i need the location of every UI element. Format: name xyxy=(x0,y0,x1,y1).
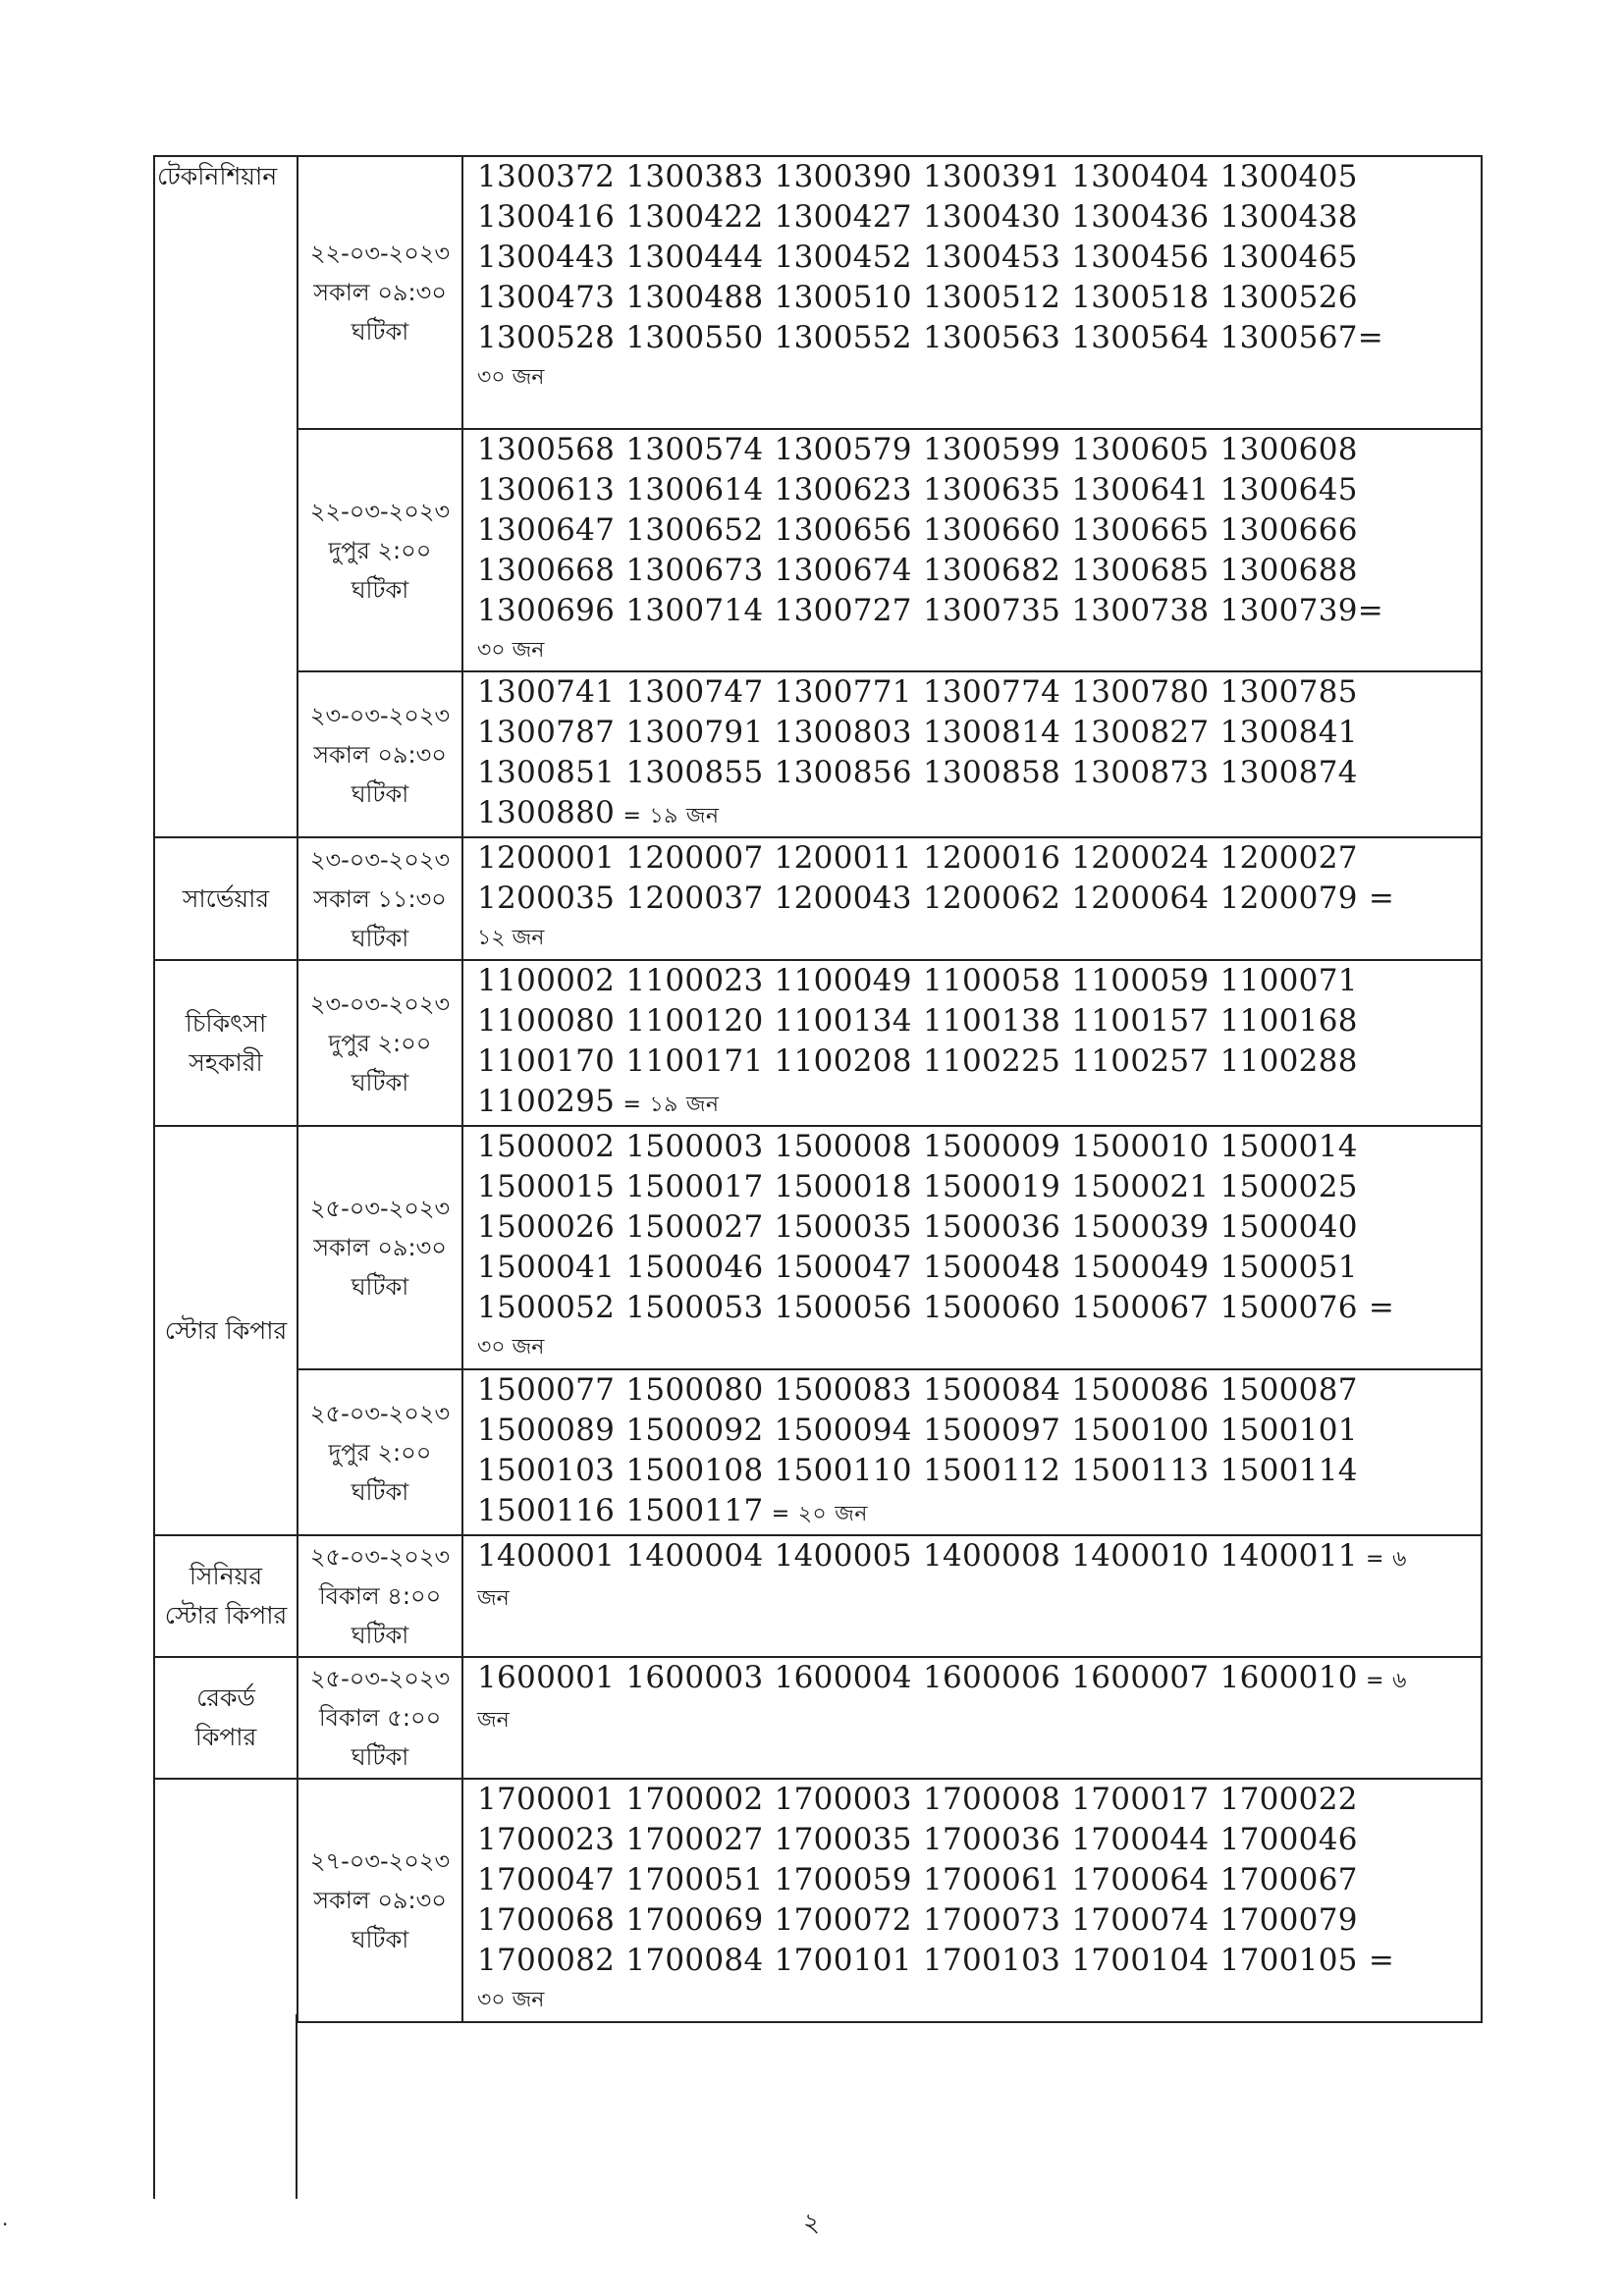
time-unit: ঘটিকা xyxy=(351,1743,409,1771)
exam-date: ২২-০৩-২০২৩ xyxy=(309,497,451,525)
roll-line: 1300473 1300488 1300510 1300512 1300518 1300526 xyxy=(477,280,1358,315)
exam-date: ২৫-০৩-২০২৩ xyxy=(309,1543,451,1571)
roll-line: 1700082 1700084 1700101 1700103 1700104 1700105 = xyxy=(477,1943,1395,1978)
table-row xyxy=(154,837,1482,960)
roll-line: 1300787 1300791 1300803 1300814 1300827 1300841 xyxy=(477,715,1358,750)
post-name: রেকর্ড xyxy=(196,1683,255,1712)
time-unit: ঘটিকা xyxy=(351,1068,409,1096)
exam-time: সকাল ১১:৩০ xyxy=(313,884,447,913)
roll-numbers-cell xyxy=(462,429,1482,671)
post-name: সিনিয়র xyxy=(189,1562,263,1590)
exam-time: দুপুর ২:০০ xyxy=(328,1438,432,1467)
candidate-total: = ১৯ জন xyxy=(615,1093,720,1117)
date-time-cell xyxy=(298,1126,462,1369)
time-unit: ঘটিকা xyxy=(351,1477,409,1506)
roll-line: 1300613 1300614 1300623 1300635 1300641 1300645 xyxy=(477,472,1358,507)
roll-line: 1500026 1500027 1500035 1500036 1500039 1500040 xyxy=(477,1209,1358,1245)
table-row xyxy=(154,671,1482,837)
candidate-total: = ৬ xyxy=(1357,1669,1407,1693)
candidate-total: ৩০ জন xyxy=(477,365,545,390)
roll-line: 1700068 1700069 1700072 1700073 1700074 1700079 xyxy=(477,1902,1358,1938)
post-name: টেকনিশিয়ান xyxy=(157,162,278,190)
candidate-total: = ১৯ জন xyxy=(615,804,720,828)
table-row xyxy=(154,960,1482,1126)
exam-schedule-table xyxy=(153,155,1483,2023)
roll-line: 1100002 1100023 1100049 1100058 1100059 1100071 xyxy=(477,963,1358,998)
candidate-total-unit: জন xyxy=(477,1708,510,1733)
roll-line: 1300568 1300574 1300579 1300599 1300605 1300608 xyxy=(477,432,1358,467)
roll-line: 1500015 1500017 1500018 1500019 1500021 1500025 xyxy=(477,1169,1358,1204)
roll-line: 1500103 1500108 1500110 1500112 1500113 1500114 xyxy=(477,1453,1358,1488)
post-name-cell xyxy=(154,156,298,837)
candidate-total: ৩০ জন xyxy=(477,1335,545,1360)
post-name-cell xyxy=(154,960,298,1126)
table-row xyxy=(154,1657,1482,1779)
time-unit: ঘটিকা xyxy=(351,318,409,346)
roll-line: 1300741 1300747 1300771 1300774 1300780 1300785 xyxy=(477,674,1358,710)
time-unit: ঘটিকা xyxy=(351,1926,409,1953)
post-name: সার্ভেয়ার xyxy=(182,883,270,913)
exam-time: সকাল ০৯:৩০ xyxy=(313,1234,447,1261)
date-time-cell xyxy=(298,156,462,429)
roll-numbers-cell xyxy=(462,1779,1482,2022)
roll-line: 1300443 1300444 1300452 1300453 1300456 1300465 xyxy=(477,240,1358,275)
date-time-cell xyxy=(298,1535,462,1657)
exam-date: ২৫-০৩-২০২৩ xyxy=(309,1195,451,1222)
roll-numbers-cell xyxy=(462,1126,1482,1369)
roll-line: 1300668 1300673 1300674 1300682 1300685 1300688 xyxy=(477,553,1358,588)
date-time-cell xyxy=(298,837,462,960)
roll-line: 1500052 1500053 1500056 1500060 1500067 1500076 = xyxy=(477,1290,1395,1325)
roll-line: 1500002 1500003 1500008 1500009 1500010 1500014 xyxy=(477,1129,1358,1164)
candidate-total: = ২০ জন xyxy=(763,1502,868,1526)
exam-time: সকাল ০৯:৩০ xyxy=(313,1887,447,1914)
time-unit: ঘটিকা xyxy=(351,1622,409,1649)
roll-numbers: 1500116 1500117 xyxy=(477,1493,764,1528)
post-name: কিপার xyxy=(194,1723,257,1751)
roll-line: 1200001 1200007 1200011 1200016 1200024 1200027 xyxy=(477,840,1358,876)
roll-line-last xyxy=(477,1658,1473,1701)
exam-date: ২৫-০৩-২০২৩ xyxy=(309,1665,451,1692)
exam-date: ২৩-০৩-২০২৩ xyxy=(309,845,451,874)
exam-date: ২৩-০৩-২০২৩ xyxy=(309,701,451,729)
roll-line: 1300528 1300550 1300552 1300563 1300564 1300567= xyxy=(477,320,1384,355)
exam-time: সকাল ০৯:৩০ xyxy=(313,740,447,769)
roll-line: 1200035 1200037 1200043 1200062 1200064 1200079 = xyxy=(477,881,1395,916)
table-row xyxy=(154,156,1482,429)
exam-date: ২৩-০৩-২০২৩ xyxy=(309,989,451,1018)
page-number: ২ xyxy=(803,2209,820,2238)
roll-numbers: 1300880 xyxy=(477,795,616,830)
roll-numbers: 1600001 1600003 1600004 1600006 1600007 1600010 xyxy=(477,1660,1358,1695)
time-unit: ঘটিকা xyxy=(351,1273,409,1301)
exam-time: দুপুর ২:০০ xyxy=(328,1029,432,1057)
roll-numbers-cell xyxy=(462,1657,1482,1779)
roll-line: 1300851 1300855 1300856 1300858 1300873 1300874 xyxy=(477,755,1358,790)
exam-time: বিকাল ৪:০০ xyxy=(318,1582,442,1610)
roll-line: 1700047 1700051 1700059 1700061 1700064 1700067 xyxy=(477,1862,1358,1897)
post-name-cell xyxy=(154,1657,298,1779)
table-row xyxy=(154,1369,1482,1535)
exam-date: ২৭-০৩-২০২৩ xyxy=(309,1847,451,1875)
roll-numbers: 1400001 1400004 1400005 1400008 1400010 1400011 xyxy=(477,1538,1358,1574)
roll-numbers-cell xyxy=(462,671,1482,837)
roll-line: 1700001 1700002 1700003 1700008 1700017 1700022 xyxy=(477,1782,1358,1817)
date-time-cell xyxy=(298,960,462,1126)
roll-line: 1500041 1500046 1500047 1500048 1500049 1500051 xyxy=(477,1250,1358,1285)
date-time-cell xyxy=(298,429,462,671)
post-name-cell xyxy=(154,1126,298,1535)
margin-dot: . xyxy=(2,2207,9,2230)
table-border-continuation xyxy=(296,2014,298,2199)
exam-time: দুপুর ২:০০ xyxy=(328,536,432,564)
exam-time: সকাল ০৯:৩০ xyxy=(313,279,447,306)
roll-line-last xyxy=(477,1536,1473,1579)
table-row xyxy=(154,1779,1482,2022)
roll-line-last xyxy=(477,1491,1473,1534)
roll-numbers-cell xyxy=(462,1369,1482,1535)
roll-line-last xyxy=(477,793,1473,836)
candidate-total: ৩০ জন xyxy=(477,1988,545,2012)
post-name-cell xyxy=(154,837,298,960)
post-name: স্টোর কিপার xyxy=(164,1601,288,1629)
post-name: সহকারী xyxy=(189,1047,263,1077)
table-row xyxy=(154,1126,1482,1369)
roll-line: 1300696 1300714 1300727 1300735 1300738 1300739= xyxy=(477,593,1384,628)
date-time-cell xyxy=(298,1657,462,1779)
roll-line: 1300372 1300383 1300390 1300391 1300404 1300405 xyxy=(477,159,1358,194)
roll-line: 1300416 1300422 1300427 1300430 1300436 1300438 xyxy=(477,199,1358,235)
exam-time: বিকাল ৫:০০ xyxy=(318,1704,442,1732)
candidate-total: ৩০ জন xyxy=(477,638,545,663)
post-name: চিকিৎসা xyxy=(185,1008,267,1038)
roll-line: 1500089 1500092 1500094 1500097 1500100 1500101 xyxy=(477,1413,1358,1448)
roll-numbers-cell xyxy=(462,960,1482,1126)
date-time-cell xyxy=(298,671,462,837)
candidate-total: ১২ জন xyxy=(477,926,545,950)
post-name-cell xyxy=(154,1535,298,1657)
time-unit: ঘটিকা xyxy=(351,779,409,808)
candidate-total: = ৬ xyxy=(1357,1547,1407,1572)
roll-line: 1700023 1700027 1700035 1700036 1700044 1700046 xyxy=(477,1822,1358,1857)
roll-numbers: 1100295 xyxy=(477,1084,616,1119)
table-row xyxy=(154,1535,1482,1657)
time-unit: ঘটিকা xyxy=(351,924,409,952)
roll-numbers-cell xyxy=(462,837,1482,960)
roll-numbers-cell xyxy=(462,156,1482,429)
roll-line: 1100080 1100120 1100134 1100138 1100157 1100168 xyxy=(477,1003,1358,1039)
exam-date: ২২-০৩-২০২৩ xyxy=(309,240,451,267)
time-unit: ঘটিকা xyxy=(351,575,409,604)
roll-line: 1500077 1500080 1500083 1500084 1500086 1500087 xyxy=(477,1372,1358,1408)
roll-line-last xyxy=(477,1082,1473,1125)
date-time-cell xyxy=(298,1779,462,2022)
roll-numbers-cell xyxy=(462,1535,1482,1657)
roll-line: 1300647 1300652 1300656 1300660 1300665 1300666 xyxy=(477,512,1358,548)
post-name-cell xyxy=(154,1779,298,2022)
table-border-continuation xyxy=(153,2014,155,2199)
candidate-total-unit: জন xyxy=(477,1586,510,1611)
exam-date: ২৫-০৩-২০২৩ xyxy=(309,1399,451,1427)
table-row xyxy=(154,429,1482,671)
post-name: স্টোর কিপার xyxy=(164,1315,288,1345)
date-time-cell xyxy=(298,1369,462,1535)
roll-line: 1100170 1100171 1100208 1100225 1100257 1100288 xyxy=(477,1043,1358,1079)
